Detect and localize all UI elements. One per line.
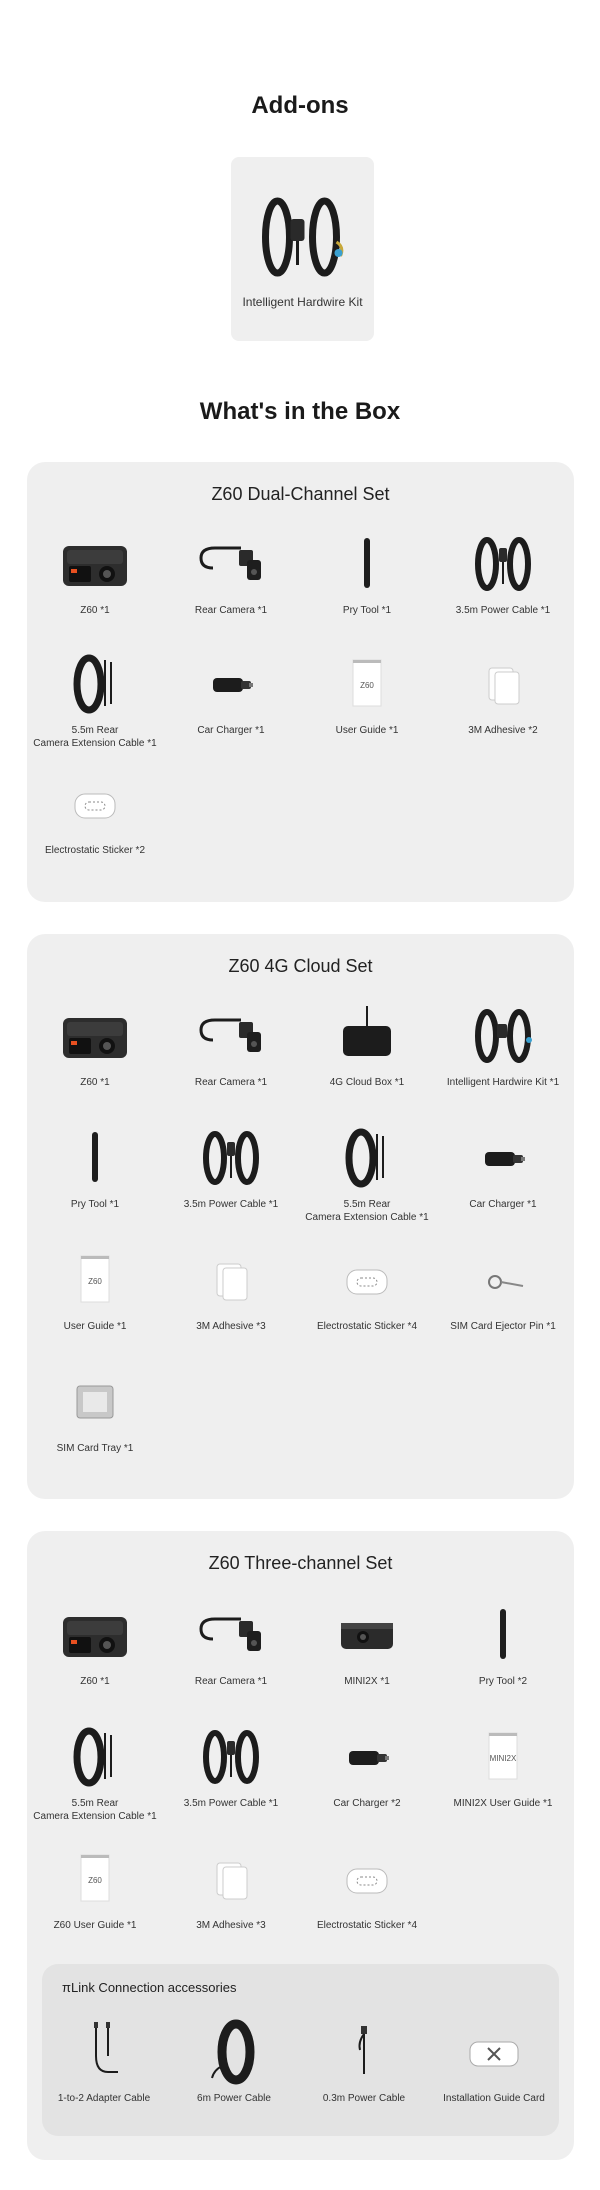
box-item <box>435 1122 571 1211</box>
box-item <box>27 648 163 750</box>
box-item <box>27 528 163 617</box>
svg-text:MINI2X: MINI2X <box>489 1754 517 1763</box>
car-charger-icon <box>191 648 271 720</box>
dashcam-icon <box>55 528 135 600</box>
hardwire-kit-icon <box>463 1000 543 1072</box>
adhesive-icon <box>463 648 543 720</box>
box-item-label: Electrostatic Sticker *4 <box>316 1920 418 1931</box>
box-item-label: 5.5m Rear Camera Extension Cable *1 <box>33 1798 157 1822</box>
box-item <box>299 1122 435 1224</box>
box-item <box>163 1122 299 1211</box>
accessories-title: πLink Connection accessories <box>62 1980 237 1995</box>
dashcam-icon <box>55 1599 135 1671</box>
addons-title: Add-ons <box>251 92 349 119</box>
box-item-label: SIM Card Ejector Pin *1 <box>450 1321 556 1332</box>
box-item-label: 3.5m Power Cable *1 <box>183 1798 279 1809</box>
extension-cable-icon <box>55 1721 135 1793</box>
set-card-4g-cloud <box>27 934 574 1499</box>
box-item-label: 5.5m Rear Camera Extension Cable *1 <box>33 725 157 749</box>
box-item <box>27 1721 163 1823</box>
box-item <box>435 528 571 617</box>
hardwire-kit-icon <box>251 187 354 287</box>
accessories-card <box>42 1964 559 2136</box>
set-card-dual-channel <box>27 462 574 902</box>
cloud-box-icon <box>327 1000 407 1072</box>
box-item-label: Rear Camera *1 <box>194 1077 268 1088</box>
user-guide-icon <box>55 1244 135 1316</box>
box-title: What's in the Box <box>199 398 401 425</box>
set-title: Z60 Dual-Channel Set <box>211 484 390 504</box>
box-item <box>163 1843 299 1932</box>
car-charger-icon <box>463 1122 543 1194</box>
box-item <box>435 1244 571 1333</box>
box-item <box>27 1000 163 1089</box>
user-guide-icon <box>327 648 407 720</box>
box-item-label: 3.5m Power Cable *1 <box>455 605 551 616</box>
box-item <box>27 768 163 857</box>
box-item-label: Z60 *1 <box>80 605 110 616</box>
box-item-label: Electrostatic Sticker *4 <box>316 1321 418 1332</box>
box-item-label: 5.5m Rear Camera Extension Cable *1 <box>305 1199 429 1223</box>
dashcam-icon <box>55 1000 135 1072</box>
box-item <box>435 1721 571 1810</box>
box-item-label: 3M Adhesive *3 <box>196 1321 266 1332</box>
box-item-label: Z60 *1 <box>80 1676 110 1687</box>
box-item <box>299 1244 435 1333</box>
pry-tool-icon <box>463 1599 543 1671</box>
box-item <box>299 1000 435 1089</box>
sim-tray-icon <box>55 1366 135 1438</box>
extension-cable-icon <box>327 1122 407 1194</box>
box-item-label: Z60 *1 <box>80 1077 110 1088</box>
adapter-cable-icon <box>64 2016 144 2088</box>
short-cable-icon <box>324 2016 404 2088</box>
box-item <box>163 1244 299 1333</box>
box-item-label: Car Charger *1 <box>197 725 265 736</box>
box-item <box>299 1599 435 1688</box>
power-cable-6m-icon <box>194 2016 274 2088</box>
box-item <box>163 528 299 617</box>
mini2x-camera-icon <box>327 1599 407 1671</box>
box-item <box>426 2016 562 2105</box>
box-item <box>166 2016 302 2105</box>
box-item-label: Pry Tool *2 <box>478 1676 528 1687</box>
box-item-label: Rear Camera *1 <box>194 605 268 616</box>
box-item <box>27 1122 163 1211</box>
box-item-label: Rear Camera *1 <box>194 1676 268 1687</box>
box-item-label: 3.5m Power Cable *1 <box>183 1199 279 1210</box>
sticker-icon <box>55 768 135 840</box>
svg-text:Z60: Z60 <box>88 1277 102 1286</box>
pry-tool-icon <box>327 528 407 600</box>
power-cable-icon <box>191 1122 271 1194</box>
svg-text:Z60: Z60 <box>360 681 374 690</box>
rear-camera-icon <box>191 1000 271 1072</box>
user-guide-icon <box>55 1843 135 1915</box>
box-item <box>299 1721 435 1810</box>
box-item-label: 1-to-2 Adapter Cable <box>57 2093 151 2104</box>
extension-cable-icon <box>55 648 135 720</box>
pry-tool-icon <box>55 1122 135 1194</box>
box-item-label: Car Charger *1 <box>469 1199 537 1210</box>
car-charger-icon <box>327 1721 407 1793</box>
box-item-label: 0.3m Power Cable <box>322 2093 406 2104</box>
box-item <box>27 1244 163 1333</box>
rear-camera-icon <box>191 1599 271 1671</box>
box-item <box>435 1599 571 1688</box>
box-item <box>435 648 571 737</box>
sticker-icon <box>327 1244 407 1316</box>
box-item-label: Intelligent Hardwire Kit *1 <box>446 1077 560 1088</box>
set-card-three-channel <box>27 1531 574 2160</box>
box-item-label: User Guide *1 <box>335 725 399 736</box>
user-guide-icon <box>463 1721 543 1793</box>
box-item <box>27 1843 163 1932</box>
box-item-label: Pry Tool *1 <box>70 1199 120 1210</box>
box-item <box>27 1366 163 1455</box>
box-item-label: Pry Tool *1 <box>342 605 392 616</box>
sticker-icon <box>327 1843 407 1915</box>
box-item-label: MINI2X *1 <box>344 1676 390 1687</box>
box-item <box>163 648 299 737</box>
box-item <box>163 1599 299 1688</box>
box-item-label: 6m Power Cable <box>197 2093 271 2104</box>
ejector-pin-icon <box>463 1244 543 1316</box>
box-item <box>435 1000 571 1089</box>
box-item-label: Z60 User Guide *1 <box>53 1920 137 1931</box>
addon-label: Intelligent Hardwire Kit <box>242 295 363 309</box>
box-item <box>299 1843 435 1932</box>
set-title: Z60 4G Cloud Set <box>228 956 373 976</box>
box-item-label: 4G Cloud Box *1 <box>329 1077 405 1088</box>
box-item-label: Electrostatic Sticker *2 <box>44 845 146 856</box>
box-item <box>27 1599 163 1688</box>
box-item-label: Car Charger *2 <box>333 1798 401 1809</box>
box-item-label: 3M Adhesive *2 <box>468 725 538 736</box>
box-item <box>163 1721 299 1810</box>
box-item-label: SIM Card Tray *1 <box>56 1443 134 1454</box>
power-cable-icon <box>463 528 543 600</box>
adhesive-icon <box>191 1843 271 1915</box>
box-item <box>163 1000 299 1089</box>
power-cable-icon <box>191 1721 271 1793</box>
box-item-label: User Guide *1 <box>63 1321 127 1332</box>
box-item <box>299 648 435 737</box>
svg-text:Z60: Z60 <box>88 1876 102 1885</box>
box-item <box>299 528 435 617</box>
box-item-label: 3M Adhesive *3 <box>196 1920 266 1931</box>
set-title: Z60 Three-channel Set <box>208 1553 393 1573</box>
box-item-label: Installation Guide Card <box>443 2093 545 2104</box>
box-item-label: MINI2X User Guide *1 <box>453 1798 553 1809</box>
box-item <box>36 2016 172 2105</box>
addon-card[interactable] <box>231 157 374 341</box>
box-item <box>296 2016 432 2105</box>
guide-card-icon <box>454 2016 534 2088</box>
adhesive-icon <box>191 1244 271 1316</box>
rear-camera-icon <box>191 528 271 600</box>
